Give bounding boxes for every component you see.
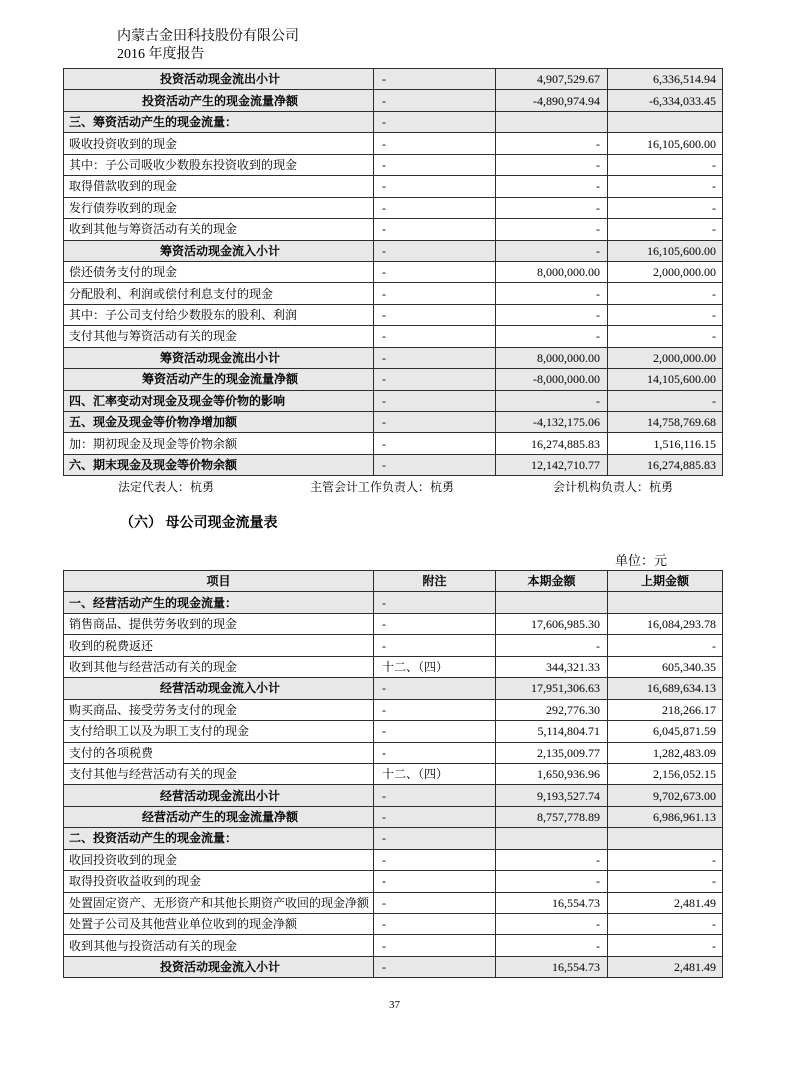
row-note: - [374, 154, 496, 175]
row-prior-amount: - [608, 849, 723, 870]
table-row [64, 828, 723, 849]
table-row [64, 592, 723, 613]
row-item: 其中：子公司支付给少数股东的股利、利润 [64, 304, 374, 325]
table-row [64, 699, 723, 720]
row-current-amount: - [496, 871, 608, 892]
row-note: - [374, 892, 496, 913]
row-current-amount: - [496, 133, 608, 154]
row-prior-amount: 16,084,293.78 [608, 613, 723, 634]
row-prior-amount: 2,156,052.15 [608, 763, 723, 784]
row-prior-amount [608, 592, 723, 613]
row-current-amount: - [496, 219, 608, 240]
row-item: 筹资活动产生的现金流量净额 [64, 369, 374, 390]
row-note: - [374, 678, 496, 699]
parent-cash-flow-table-body [64, 592, 723, 978]
header-row [64, 571, 723, 592]
table-row [64, 283, 723, 304]
row-prior-amount: - [608, 154, 723, 175]
table-row [64, 111, 723, 132]
row-current-amount: 5,114,804.71 [496, 721, 608, 742]
row-note: - [374, 304, 496, 325]
row-current-amount: - [496, 935, 608, 956]
table-row [64, 261, 723, 282]
row-prior-amount: 2,481.49 [608, 956, 723, 977]
row-note: 十二、（四） [374, 656, 496, 677]
row-item: 支付其他与筹资活动有关的现金 [64, 326, 374, 347]
row-current-amount: 12,142,710.77 [496, 454, 608, 475]
row-note: - [374, 111, 496, 132]
row-note: - [374, 197, 496, 218]
row-note: - [374, 176, 496, 197]
row-item: 投资活动产生的现金流量净额 [64, 90, 374, 111]
table-row [64, 133, 723, 154]
row-prior-amount: 14,758,769.68 [608, 412, 723, 433]
row-prior-amount: - [608, 326, 723, 347]
row-prior-amount: - [608, 635, 723, 656]
row-prior-amount: - [608, 935, 723, 956]
table-row [64, 678, 723, 699]
row-prior-amount: - [608, 390, 723, 411]
row-current-amount: 2,135,009.77 [496, 742, 608, 763]
row-note: - [374, 849, 496, 870]
report-title: 2016 年度报告 [117, 47, 205, 62]
row-note: - [374, 326, 496, 347]
row-item: 购买商品、接受劳务支付的现金 [64, 699, 374, 720]
row-prior-amount: 6,045,871.59 [608, 721, 723, 742]
row-item: 经营活动现金流入小计 [64, 678, 374, 699]
row-item: 支付其他与经营活动有关的现金 [64, 763, 374, 784]
table-row [64, 90, 723, 111]
table-row [64, 849, 723, 870]
row-prior-amount: 14,105,600.00 [608, 369, 723, 390]
row-current-amount: - [496, 326, 608, 347]
table-row [64, 154, 723, 175]
table-header [64, 571, 723, 592]
row-item: 销售商品、提供劳务收到的现金 [64, 613, 374, 634]
row-item: 收到其他与筹资活动有关的现金 [64, 219, 374, 240]
row-current-amount: 16,554.73 [496, 956, 608, 977]
table-row [64, 433, 723, 454]
row-current-amount: - [496, 304, 608, 325]
column-header-prior: 上期金额 [608, 571, 723, 592]
row-prior-amount: 6,986,961.13 [608, 806, 723, 827]
accounting-head: 主管会计工作负责人：杭勇 [310, 480, 455, 494]
accounting-org-head: 会计机构负责人：杭勇 [553, 480, 674, 494]
row-current-amount: 8,757,778.89 [496, 806, 608, 827]
page-number: 37 [389, 999, 400, 1011]
row-note: - [374, 721, 496, 742]
row-note: - [374, 219, 496, 240]
row-note: - [374, 90, 496, 111]
row-prior-amount: 605,340.35 [608, 656, 723, 677]
row-item: 收到其他与经营活动有关的现金 [64, 656, 374, 677]
row-note: - [374, 412, 496, 433]
row-item: 三、筹资活动产生的现金流量： [64, 111, 374, 132]
row-prior-amount: 16,105,600.00 [608, 240, 723, 261]
table-row [64, 656, 723, 677]
row-current-amount: 8,000,000.00 [496, 347, 608, 368]
row-current-amount: - [496, 914, 608, 935]
table-row [64, 892, 723, 913]
row-note: - [374, 133, 496, 154]
row-note: - [374, 699, 496, 720]
row-item: 经营活动产生的现金流量净额 [64, 806, 374, 827]
row-item: 二、投资活动产生的现金流量： [64, 828, 374, 849]
row-current-amount [496, 592, 608, 613]
row-item: 取得投资收益收到的现金 [64, 871, 374, 892]
table-row [64, 635, 723, 656]
row-current-amount [496, 828, 608, 849]
row-prior-amount: 1,282,483.09 [608, 742, 723, 763]
row-note: - [374, 613, 496, 634]
row-prior-amount [608, 111, 723, 132]
row-prior-amount: 1,516,116.15 [608, 433, 723, 454]
table-row [64, 390, 723, 411]
row-note: - [374, 635, 496, 656]
table-row [64, 613, 723, 634]
table-row [64, 914, 723, 935]
row-note: - [374, 956, 496, 977]
table-row [64, 326, 723, 347]
cash-flow-table-continued [63, 68, 723, 476]
row-prior-amount: 2,000,000.00 [608, 261, 723, 282]
row-prior-amount: 218,266.17 [608, 699, 723, 720]
row-item: 分配股利、利润或偿付利息支付的现金 [64, 283, 374, 304]
row-note: - [374, 369, 496, 390]
row-current-amount [496, 111, 608, 132]
row-prior-amount: - [608, 871, 723, 892]
row-current-amount: 292,776.30 [496, 699, 608, 720]
table-row [64, 369, 723, 390]
column-header-current: 本期金额 [496, 571, 608, 592]
row-note: - [374, 828, 496, 849]
row-item: 一、经营活动产生的现金流量： [64, 592, 374, 613]
row-current-amount: - [496, 390, 608, 411]
row-item: 经营活动现金流出小计 [64, 785, 374, 806]
row-current-amount: - [496, 635, 608, 656]
row-current-amount: -4,890,974.94 [496, 90, 608, 111]
column-header-item: 项目 [64, 571, 374, 592]
row-note: - [374, 390, 496, 411]
table-row [64, 721, 723, 742]
row-note: - [374, 742, 496, 763]
table-row [64, 935, 723, 956]
table-row [64, 240, 723, 261]
row-prior-amount: - [608, 914, 723, 935]
row-current-amount: - [496, 849, 608, 870]
row-prior-amount: - [608, 283, 723, 304]
row-prior-amount: - [608, 219, 723, 240]
row-note: - [374, 240, 496, 261]
row-note: - [374, 347, 496, 368]
table-row [64, 176, 723, 197]
row-prior-amount [608, 828, 723, 849]
row-note: - [374, 871, 496, 892]
table-row [64, 412, 723, 433]
row-item: 发行债券收到的现金 [64, 197, 374, 218]
row-item: 收到其他与投资活动有关的现金 [64, 935, 374, 956]
row-prior-amount: 2,000,000.00 [608, 347, 723, 368]
row-current-amount: 17,606,985.30 [496, 613, 608, 634]
row-note: - [374, 806, 496, 827]
currency-unit: 单位：元 [615, 553, 668, 568]
row-current-amount: -8,000,000.00 [496, 369, 608, 390]
row-item: 收回投资收到的现金 [64, 849, 374, 870]
row-note: 十二、（四） [374, 763, 496, 784]
table-row [64, 956, 723, 977]
row-current-amount: 344,321.33 [496, 656, 608, 677]
row-item: 筹资活动现金流出小计 [64, 347, 374, 368]
row-item: 支付给职工以及为职工支付的现金 [64, 721, 374, 742]
row-current-amount: - [496, 154, 608, 175]
row-prior-amount: -6,334,033.45 [608, 90, 723, 111]
table-row [64, 806, 723, 827]
table-row [64, 197, 723, 218]
row-current-amount: 9,193,527.74 [496, 785, 608, 806]
row-note: - [374, 785, 496, 806]
table-row [64, 69, 723, 90]
row-current-amount: -4,132,175.06 [496, 412, 608, 433]
row-item: 取得借款收到的现金 [64, 176, 374, 197]
table-row [64, 347, 723, 368]
row-item: 五、现金及现金等价物净增加额 [64, 412, 374, 433]
column-header-note: 附注 [374, 571, 496, 592]
table-row [64, 219, 723, 240]
row-item: 加：期初现金及现金等价物余额 [64, 433, 374, 454]
row-current-amount: 16,554.73 [496, 892, 608, 913]
section-title: （六） 母公司现金流量表 [120, 516, 278, 531]
table-row [64, 304, 723, 325]
row-note: - [374, 935, 496, 956]
row-current-amount: 8,000,000.00 [496, 261, 608, 282]
table-row [64, 454, 723, 475]
row-item: 筹资活动现金流入小计 [64, 240, 374, 261]
row-item: 支付的各项税费 [64, 742, 374, 763]
row-prior-amount: 6,336,514.94 [608, 69, 723, 90]
row-prior-amount: 16,689,634.13 [608, 678, 723, 699]
row-prior-amount: - [608, 197, 723, 218]
row-current-amount: - [496, 240, 608, 261]
company-name: 内蒙古金田科技股份有限公司 [117, 29, 299, 44]
row-note: - [374, 914, 496, 935]
row-item: 投资活动现金流出小计 [64, 69, 374, 90]
row-item: 处置子公司及其他营业单位收到的现金净额 [64, 914, 374, 935]
row-item: 四、汇率变动对现金及现金等价物的影响 [64, 390, 374, 411]
row-item: 收到的税费返还 [64, 635, 374, 656]
parent-cash-flow-table [63, 570, 723, 978]
row-note: - [374, 592, 496, 613]
table-row [64, 785, 723, 806]
row-current-amount: 1,650,936.96 [496, 763, 608, 784]
row-prior-amount: - [608, 304, 723, 325]
row-current-amount: - [496, 176, 608, 197]
row-prior-amount: 2,481.49 [608, 892, 723, 913]
row-current-amount: 4,907,529.67 [496, 69, 608, 90]
cash-flow-table-body [64, 69, 723, 476]
row-note: - [374, 454, 496, 475]
row-current-amount: - [496, 283, 608, 304]
row-note: - [374, 261, 496, 282]
table-row [64, 763, 723, 784]
row-note: - [374, 283, 496, 304]
row-note: - [374, 69, 496, 90]
row-note: - [374, 433, 496, 454]
row-prior-amount: 9,702,673.00 [608, 785, 723, 806]
row-prior-amount: 16,274,885.83 [608, 454, 723, 475]
table-row [64, 871, 723, 892]
legal-representative: 法定代表人：杭勇 [118, 480, 215, 494]
row-prior-amount: 16,105,600.00 [608, 133, 723, 154]
row-item: 偿还债务支付的现金 [64, 261, 374, 282]
row-item: 吸收投资收到的现金 [64, 133, 374, 154]
row-current-amount: 16,274,885.83 [496, 433, 608, 454]
row-prior-amount: - [608, 176, 723, 197]
row-item: 其中：子公司吸收少数股东投资收到的现金 [64, 154, 374, 175]
row-current-amount: 17,951,306.63 [496, 678, 608, 699]
row-item: 处置固定资产、无形资产和其他长期资产收回的现金净额 [64, 892, 374, 913]
row-item: 六、期末现金及现金等价物余额 [64, 454, 374, 475]
row-current-amount: - [496, 197, 608, 218]
table-row [64, 742, 723, 763]
row-item: 投资活动现金流入小计 [64, 956, 374, 977]
